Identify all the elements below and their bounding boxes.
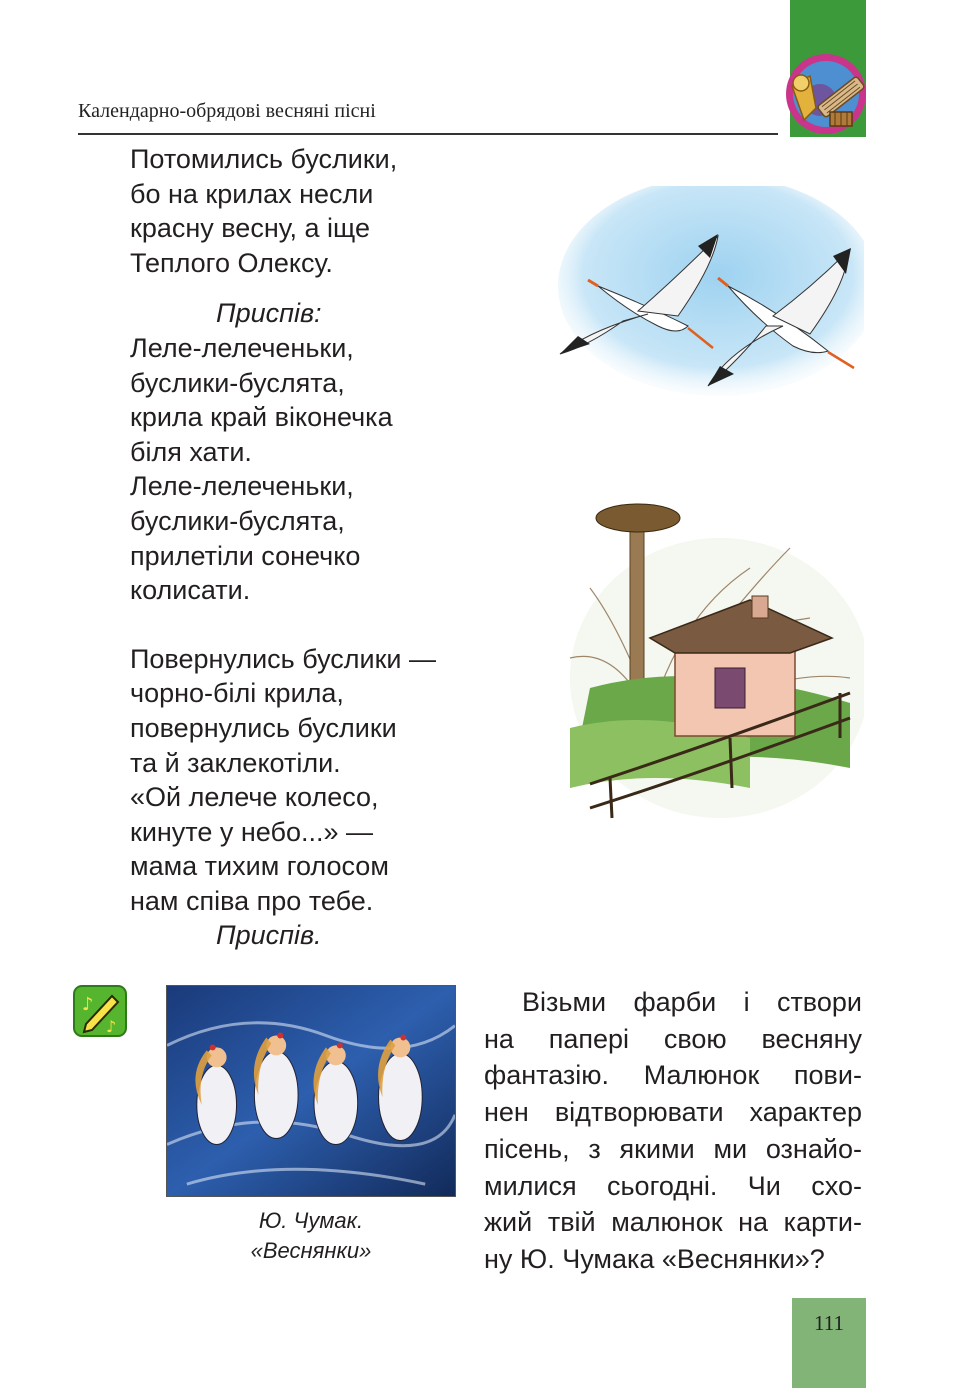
task-word: пісень,: [484, 1133, 570, 1164]
task-word: з: [588, 1133, 601, 1164]
lyric-line: повернулись буслики: [130, 712, 397, 743]
painting-vesnianky: [166, 985, 456, 1197]
task-word: на: [738, 1207, 769, 1238]
task-word: малюнок: [611, 1207, 723, 1238]
lyric-line: біля хати.: [130, 436, 252, 467]
task-line: [484, 1241, 862, 1278]
task-word: твій: [547, 1207, 596, 1238]
lyric-line: та й заклекотіли.: [130, 747, 341, 778]
task-word: ми: [713, 1133, 748, 1164]
lyric-line: Теплого Олексу.: [130, 247, 333, 278]
task-word: на: [484, 1023, 514, 1054]
task-word: ознайо-: [765, 1133, 862, 1164]
task-word: фантазію.: [484, 1060, 610, 1091]
task-line: [484, 1057, 862, 1094]
music-pencil-icon: [72, 984, 128, 1038]
task-word: ну Ю. Чумака «Веснянки»?: [484, 1243, 825, 1274]
section-title: Календарно-обрядові весняні пісні: [78, 100, 376, 122]
task-word: Малюнок: [643, 1060, 760, 1091]
task-line: [484, 1204, 862, 1241]
task-text: [484, 984, 862, 1278]
task-word: відтворювати: [554, 1097, 724, 1128]
lyric-line: «Ой лелече колесо,: [130, 782, 379, 813]
chorus-label: Приспів:: [216, 298, 322, 329]
task-word: жий: [484, 1207, 533, 1238]
lyric-line: буслики-буслята,: [130, 367, 345, 398]
lyric-line: красну весну, а іще: [130, 213, 370, 244]
task-line: [484, 1131, 862, 1168]
lyric-line: мама тихим голосом: [130, 851, 389, 882]
task-word: карти-: [783, 1207, 862, 1238]
caption-title: «Веснянки»: [250, 1238, 372, 1263]
lyric-line: прилетіли сонечко: [130, 540, 361, 571]
svg-text:♪: ♪: [106, 1017, 117, 1036]
task-line: [484, 1021, 862, 1058]
lyric-line: бо на крилах несли: [130, 178, 374, 209]
task-word: характер: [749, 1097, 862, 1128]
task-word: пови-: [793, 1060, 862, 1091]
caption-author: Ю. Чумак.: [258, 1208, 364, 1233]
lyric-line: Потомились буслики,: [130, 144, 398, 174]
lyric-line: Леле-лелеченьки,: [130, 471, 354, 502]
house-with-nest-illustration: [550, 488, 864, 828]
task-word: Візьми: [522, 987, 607, 1017]
lyric-line: чорно-білі крила,: [130, 678, 344, 709]
lyric-line: крила край віконечка: [130, 402, 393, 433]
task-word: весняну: [761, 1023, 862, 1054]
page-number: 111: [814, 1311, 844, 1335]
song-lyrics: [130, 142, 490, 953]
task-word: фарби: [633, 987, 717, 1017]
task-line: [484, 1094, 862, 1131]
task-word: сьогодні.: [606, 1170, 718, 1201]
task-word: якими: [619, 1133, 695, 1164]
task-word: нен: [484, 1097, 529, 1128]
lyric-line: Леле-лелеченьки,: [130, 332, 354, 363]
task-line: [484, 1168, 862, 1205]
lyric-line: буслики-буслята,: [130, 505, 345, 536]
lyric-line: кинуте у небо...» —: [130, 816, 374, 847]
lyric-line: колисати.: [130, 575, 251, 606]
task-word: створи: [776, 987, 862, 1017]
chorus-reference: Приспів.: [216, 920, 322, 951]
task-word: схо-: [811, 1170, 862, 1201]
music-instruments-icon: [780, 48, 872, 140]
painting-caption: [166, 1206, 456, 1266]
task-line: [484, 984, 862, 1021]
lyric-line: нам співа про тебе.: [130, 885, 374, 916]
task-word: милися: [484, 1170, 577, 1201]
svg-text:♪: ♪: [82, 994, 94, 1015]
task-word: папері: [548, 1023, 630, 1054]
header-divider: [78, 133, 778, 135]
storks-illustration: [548, 186, 864, 396]
lyric-line: Повернулись буслики —: [130, 643, 437, 674]
task-word: свою: [663, 1023, 727, 1054]
task-word: і: [743, 987, 750, 1017]
task-word: Чи: [747, 1170, 781, 1201]
